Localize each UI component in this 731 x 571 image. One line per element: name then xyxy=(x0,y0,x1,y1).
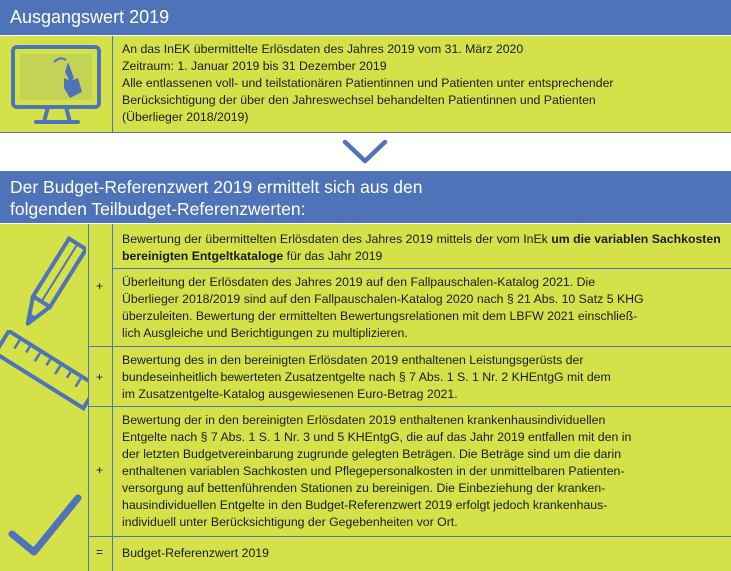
row-3-operator: + xyxy=(95,370,103,384)
section-1-header xyxy=(0,0,731,35)
section-1-text: An das InEK übermittelte Erlösdaten des Jahres 2019 vom 31. März 2020 Zeitraum: 1. Januar 2019 bis 31 Dezember 2019 Alle entlassenen voll- und teilstationären Patientinnen und Patienten unter entsprechender Berücksichtigung der über den Jahreswechsel behandelten Patientinnen und Patienten (Überlieger 2018/2019) xyxy=(122,42,614,124)
pencil-icon xyxy=(14,232,86,344)
row-3-text: Bewertung des in den bereinigten Erlösdaten 2019 enthaltenen Leistungsgerüsts der bundeseinheitlich bewerteten Zusatzentgelte nach § 7 Abs. 1 S. 1 Nr. 2 KHEntgG mit dem im Zusatzentgelte-Katalog ausgewiesenen Euro-Betrag 2021. xyxy=(122,353,611,401)
section-2-title-line-1: Der Budget-Referenzwert 2019 ermittelt sich aus den xyxy=(10,177,423,197)
section-1-title: Ausgangswert 2019 xyxy=(10,7,170,27)
row-2-text: Überleitung der Erlösdaten des Jahres 2019 auf den Fallpauschalen-Katalog 2021. Die Überlieger 2018/2019 sind auf den Fallpauschalen-Katalog 2020 nach § 21 Abs. 10 Satz 5 KHG überzuleiten. Bewertung der ermittelten Bewertungsrelationen mit dem LBFW 2021 einschließ- lich Ausgleiche und Berichtigungen zu multiplizieren. xyxy=(122,275,644,340)
row-5-text: Budget-Referenzwert 2019 xyxy=(122,546,269,560)
row-4-text: Bewertung der in den bereinigten Erlösdaten 2019 enthaltenen krankenhausindividuellen Entgelte nach § 7 Abs. 1 S. 1 Nr. 3 und 5 KHEntgG, die auf das Jahr 2019 entfallen mit den in der letzten Budgetvereinbarung zugrunde gelegten Beträgen. Die Beträge sind um die darin enthaltenen variablen Sachkosten und Pflegepersonalkosten in der unmittelbaren Patienten- versorgung auf bettenführenden Stationen zu bereinigen. Die Einbeziehung der kranken- hausindividuellen Entgelte in den Budget-Referenzwert 2019 erfolgt jedoch krankenhaus- individuell unter Berücksichtigung der Gegebenheiten vor Ort. xyxy=(122,413,632,529)
ruler-icon xyxy=(0,330,88,416)
row-4-operator: + xyxy=(95,463,103,477)
section-2-header xyxy=(0,171,731,223)
checkmark-icon xyxy=(8,494,82,560)
chevron-down-icon xyxy=(342,138,388,166)
row-5-operator: = xyxy=(95,545,103,559)
monitor-touch-icon xyxy=(10,42,105,128)
section-2-title-line-2: folgenden Teilbudget-Referenzwerten: xyxy=(10,199,306,219)
row-1-text: Bewertung der übermittelten Erlösdaten des Jahres 2019 mittels der vom InEk um die variablen Sachkosten bereinigten Entgeltkataloge für das Jahr 2019 xyxy=(122,232,721,263)
row-2-operator: + xyxy=(95,279,103,293)
